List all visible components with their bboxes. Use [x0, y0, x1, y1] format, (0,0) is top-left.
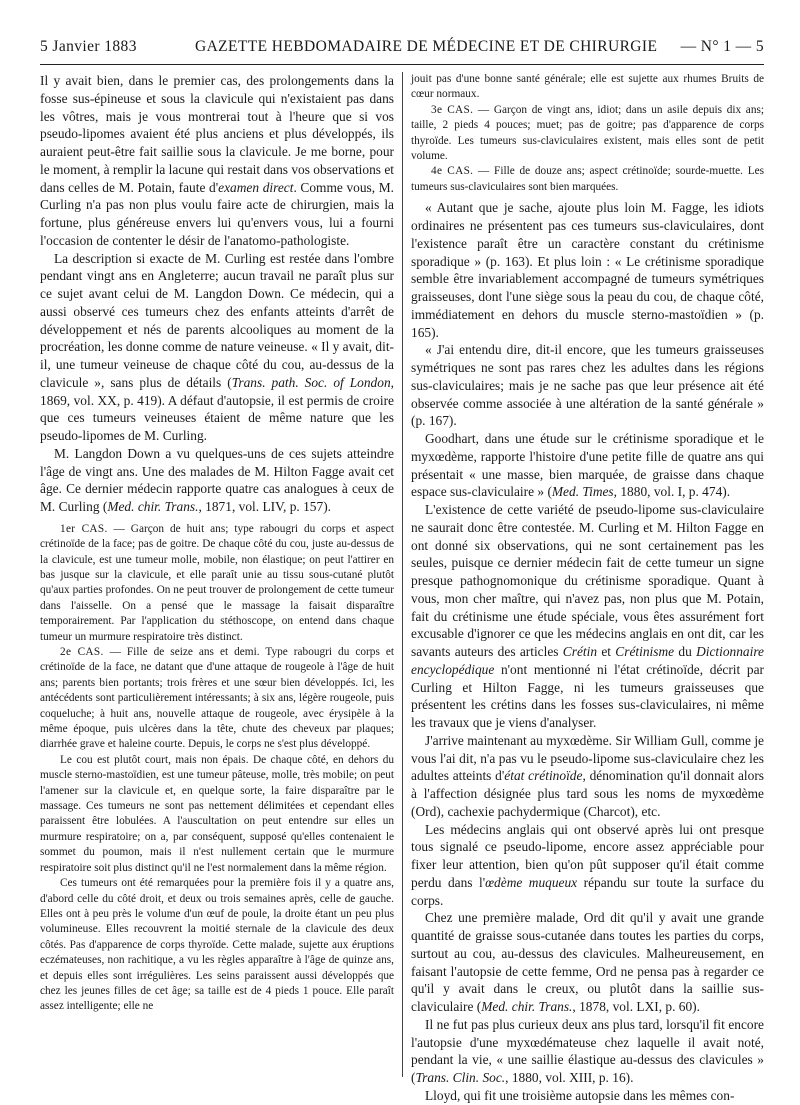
column-divider — [402, 72, 403, 1077]
header-title: GAZETTE HEBDOMADAIRE DE MÉDECINE ET DE CHIRURGIE — [195, 38, 658, 55]
paragraph: Il y avait bien, dans le premier cas, des prolongements dans la fosse sus-épineuse et sous la clavicule qui n'existaient pas dans les vôtres, mais je vous montrerai tout à l'heure que si vos pseudo-lipomes avaient été plus anciens et plus développés, ils auraient peut-être fait saillie sous la clavicule. Je me borne, pour le moment, à remplir la lacune qui restait dans vos observations et dans celles de M. Potain, faute d'examen direct. Comme vous, M. Curling n'a pas non plus voulu faire acte de chirurgien, mais la fortune, plus généreuse envers lui qu'envers vous, lui a fourni l'occasion de contenter le désir de l'anatomo-pathologiste. — [40, 73, 395, 248]
running-header — [40, 38, 764, 64]
case-report: 3e CAS. — Garçon de vingt ans, idiot; dans un asile depuis dix ans; taille, 2 pieds 4 pouces; muet; pas de goitre; pas d'apparence de corps thyroïde. Les tumeurs sus-claviculaires existent, mais elles sont de petit volume. — [411, 103, 764, 163]
paragraph: Chez une première malade, Ord dit qu'il y avait une grande quantité de graisse sous-cutanée dans toutes les parties du corps, surtout au cou, au-dessus des clavicules. Malheureusement, en faisant l'autopsie de cette femme, Ord ne pensa pas à regarder ce qu'il y avait dans le creux, ou plutôt dans la saillie sus-claviculaire (Med. chir. Trans., 1878, vol. LXI, p. 60). — [411, 910, 764, 1014]
header-page-number: — N° 1 — 5 — [680, 38, 764, 55]
paragraph: « J'ai entendu dire, dit-il encore, que les tumeurs graisseuses symétriques ne sont pas rares chez les adultes dans les régions sus-claviculaires; mais je ne sache pas que leur présence ait été observée comme associée à une altération de la santé générale » (p. 167). — [411, 342, 764, 429]
paragraph: Il ne fut pas plus curieux deux ans plus tard, lorsqu'il fit encore l'autopsie d'une myxœdémateuse chez laquelle il avait noté, pendant la vie, « une saillie élastique au-dessus des clavicules » (Trans. Clin. Soc., 1880, vol. XIII, p. 16). — [411, 1016, 764, 1085]
case-report: Ces tumeurs ont été remarquées pour la première fois il y a quatre ans, d'abord celle du côté droit, et deux ou trois semaines après, celle de gauche. Elles ont à peu près le volume d'un œuf de poule, la droite étant un peu plus volumineuse. Elles recouvrent la moitié sternale de la clavicule des deux côtés. Pas d'apparence de corps thyroïde. Cette malade, sujette aux éruptions eczémateuses, non rachitique, a vu les règles apparaître à l'âge de quinze ans, et depuis elles sont irrégulières. Les seins paraissent aussi développés que chez les jeunes filles de cet âge; sa taille est de 4 pieds 1 pouce. Elle paraît assez intelligente; elle ne — [40, 877, 394, 1013]
case-report: jouit pas d'une bonne santé générale; elle est sujette aux rhumes Bruits de cœur normaux. — [411, 73, 764, 101]
paragraph: « Autant que je sache, ajoute plus loin M. Fagge, les idiots ordinaires ne présentent pas ces tumeurs sus-claviculaires, dont l'existence paraît être un caractère constant du crétinisme sporadique » (p. 163). Et plus loin : « Le crétinisme sporadique semble être invariablement accompagné de tumeurs symétriques graisseuses, dont l'une siège sous la peau du cou, de chaque côté, immédiatement en dehors du muscle sterno-mastoïdien » (p. 165). — [411, 200, 764, 340]
right-column — [411, 72, 764, 1103]
paragraph: J'arrive maintenant au myxœdème. Sir William Gull, comme je vous l'ai dit, n'a pas vu le pseudo-lipome sus-claviculaire chez les adultes atteints d'état crétinoïde, dénomination qu'il donnait alors à l'affection désignée plus tard sous les noms de myxœdème (Ord), cachexie pachydermique (Charcot), etc. — [411, 732, 764, 819]
case-report: 1er CAS. — Garçon de huit ans; type rabougri du corps et aspect crétinoïde de la face; pas de goitre. De chaque côté du cou, juste au-dessus de la clavicule, est une tumeur molle, mobile, non élastique; on peut l'attirer en bas jusque sur la clavicule, et elle paraît unie au tissu sous-cutané plutôt qu'aux parties profondes. On ne peut trouver de prolongement de cette tumeur dans l'aisselle. On a pensé que le massage la faisait disparaître temporairement. Par l'application du stéthoscope, on entend dans chaque tumeur un murmure respiratoire très distinct. — [40, 522, 394, 643]
case-report: 4e CAS. — Fille de douze ans; aspect crétinoïde; sourde-muette. Les tumeurs sus-claviculaires sont bien marquées. — [411, 165, 764, 193]
case-report: 2e CAS. — Fille de seize ans et demi. Type rabougri du corps et crétinoïde de la face, ne datant que d'une attaque de rougeole à l'âge de huit ans; parents bien portants; trois frères et une sœur bien développés. Ici, les antécédents sont particulièrement intéressants; à six ans, légère rougeole, puis coqueluche; à huit ans, nouvelle attaque de rougeole, avec érysipèle à la même époque, puis ulcères dans la tête, chute des cheveux par plaques; diarrhée grave et haleine courte. Depuis, le corps ne s'est plus développé. — [40, 646, 394, 751]
case-report: Le cou est plutôt court, mais non épais. De chaque côté, en dehors du muscle sterno-mastoïdien, est une tumeur pâteuse, molle, très mobile; on peut l'amener sur la clavicule et, en quelque sorte, la faire disparaître par le massage. Ces tumeurs ne sont pas nettement délimitées et cependant elles paraissent être lobulées. A l'auscultation on peut entendre sur elles un murmure respiratoire; on a, par conséquent, supposé qu'elles contenaient le sommet du poumon, mais il n'est nullement certain que le murmure respiratoire soit plus distinct qu'il ne l'est normalement dans la même région. — [40, 753, 394, 874]
header-date: 5 Janvier 1883 — [40, 38, 137, 55]
paragraph: La description si exacte de M. Curling est restée dans l'ombre pendant vingt ans en Angleterre; aucun travail ne paraît plus sur ce sujet avant celui de M. Langdon Down. Ce médecin, qui a aussi observé ces tumeurs chez des enfants atteints d'arrêt de développement et nés de parents alcooliques au moment de la procréation, les donne comme de nature veineuse. « Il y avait, dit-il, une tumeur veineuse de chaque côté du cou, au-dessus de la clavicule », sans plus de détails (Trans. path. Soc. of London, 1869, vol. XX, p. 419). A défaut d'autopsie, il est permis de croire que ces tumeurs veineuses étaient de même nature que les pseudo-lipomes de M. Curling. — [40, 250, 395, 443]
paragraph: Goodhart, dans une étude sur le crétinisme sporadique et le myxœdème, rapporte l'histoire d'une petite fille de quatre ans qui présentait « une masse, bien marquée, de graisse dans chaque espace sus-claviculaire » (Med. Times, 1880, vol. I, p. 474). — [411, 431, 764, 500]
paragraph: M. Langdon Down a vu quelques-uns de ces sujets atteindre l'âge de vingt ans. Une des malades de M. Hilton Fagge avait cet âge. Ce dernier médecin rapporte quatre cas analogues à ceux de M. Curling (Med. chir. Trans., 1871, vol. LIV, p. 157). — [40, 445, 394, 514]
paragraph: L'existence de cette variété de pseudo-lipome sus-claviculaire ne saurait donc être contestée. M. Curling et M. Hilton Fagge en ont donné six observations, qui ne sont certainement pas les seules, puisque ce dernier médecin fait de cette tumeur un signe presque pathognomonique du crétinisme sporadique. Quant à vous, mon cher maître, qui n'avez pas, non plus que M. Potain, fait du crétinisme une étude spéciale, vous êtes assurément fort excusable d'ignorer ce que les médecins anglais en ont dit, car les savants auteurs des articles Crétin et Crétinisme du Dictionnaire encyclopédique n'ont mentionné ni l'état crétinoïde, décrit par Curling et Hilton Fagge, ni les tumeurs graisseuses que présentent les crétins dans les fosses sus-claviculaires, ni même les travaux que je viens d'analyser. — [411, 502, 764, 730]
paragraph: Lloyd, qui fit une troisième autopsie dans les mêmes con- — [425, 1087, 735, 1103]
header-rule — [40, 64, 764, 65]
left-column — [40, 72, 394, 1082]
paragraph: Les médecins anglais qui ont observé après lui ont presque tous signalé ce pseudo-lipome, encore assez appréciable pour fixer leur attention, bien qu'on pût supposer qu'il était comme perdu dans l'œdème muqueux répandu sur toute la surface du corps. — [411, 821, 764, 908]
